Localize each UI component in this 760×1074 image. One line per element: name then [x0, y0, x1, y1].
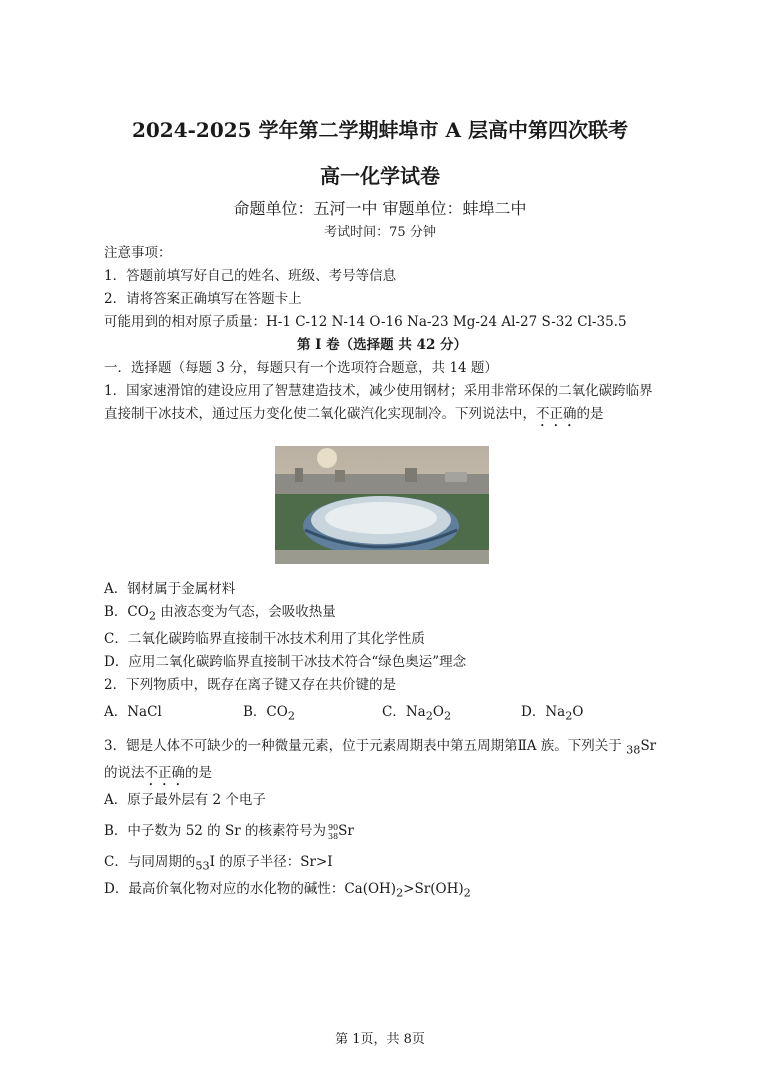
notice-heading: 注意事项： [104, 245, 172, 261]
exam-time: 考试时间：75 分钟 [324, 225, 436, 240]
q1-stem-end: 的是 [576, 406, 604, 422]
notice-item-1: 1．答题前填写好自己的姓名、班级、考号等信息 [104, 268, 397, 284]
q2-c-sub1: 2 [425, 709, 433, 723]
q3-option-b [104, 820, 660, 843]
q1-emphasis: 不正确 [536, 406, 577, 422]
q2-c-pre: C．Na [382, 703, 426, 720]
atomic-masses: 可能用到的相对原子质量：H-1 C-12 N-14 O-16 Na-23 Mg-24 Al-27 S-32 Cl-35.5 [104, 314, 627, 330]
q3-c-sub: 53 [195, 859, 210, 873]
question-1-stem [104, 380, 660, 430]
q3-d-sub1: 2 [396, 886, 404, 900]
q1-b-sub: 2 [148, 609, 156, 623]
q1-option-d: D．应用二氧化碳跨临界直接制干冰技术符合“绿色奥运”理念 [104, 653, 467, 670]
q3-option-d [104, 878, 660, 905]
q3-c-pre: C．与同周期的 [104, 854, 196, 871]
q3-sr-text: Sr 的说法 [104, 738, 657, 782]
q2-c-mid: O [432, 703, 444, 720]
q3-option-a: A．原子最外层有 2 个电子 [104, 792, 266, 809]
q1-stem-text: 1．国家速滑馆的建设应用了智慧建造技术，减少使用钢材；采用非常环保的二氧化碳跨临界直接制干冰技术，通过压力变化使二氧化碳汽化实现制冷。下列说法中， [104, 383, 653, 422]
stadium-photo [275, 446, 489, 564]
q3-b-sym: Sr [338, 823, 354, 840]
q3-stem-text: 3．锶是人体不可缺少的一种微量元素，位于元素周期表中第五周期第ⅡA 族。下列关于 [104, 738, 622, 755]
q3-c-post: I 的原子半径：Sr>I [209, 854, 333, 871]
q3-option-c [104, 851, 660, 878]
q1-option-a: A．钢材属于金属材料 [104, 581, 236, 597]
q3-b-pre: B．中子数为 52 的 Sr 的核素符号为 [104, 823, 326, 840]
exam-title: 2024-2025 学年第二学期蚌埠市 A 层高中第四次联考 [131, 118, 629, 142]
q1-option-b [104, 601, 660, 628]
q3-d-pre: D．最高价氧化物对应的水化物的碱性：Ca(OH) [104, 880, 397, 897]
section-intro: 一．选择题（每题 3 分，每题只有一个选项符合题意，共 14 题） [104, 360, 498, 376]
q3-b-nuclide-numbers [328, 823, 338, 841]
exam-subtitle: 高一化学试卷 [320, 164, 440, 188]
q2-option-d [521, 701, 660, 728]
question-3-stem [104, 735, 660, 789]
q1-b-post: 由液态变为气态，会吸收热量 [156, 604, 336, 620]
q2-option-c [382, 701, 521, 728]
q2-d-post: O [572, 703, 584, 720]
q3-d-mid: >Sr(OH) [403, 880, 464, 897]
q2-option-b [243, 701, 382, 728]
q3-sr-sub: 38 [626, 744, 641, 758]
q2-b-sub: 2 [287, 709, 295, 723]
q2-d-pre: D．Na [521, 703, 566, 720]
q3-b-atomic: 38 [327, 831, 339, 841]
q1-b-pre: B．CO [104, 604, 149, 620]
q3-emphasis: 不正确 [144, 765, 185, 782]
q2-b-pre: B．CO [243, 703, 288, 720]
q1-option-c: C．二氧化碳跨临界直接制干冰技术利用了其化学性质 [104, 630, 425, 647]
exam-body [104, 242, 660, 904]
section-title: 第 I 卷（选择题 共 42 分） [296, 337, 468, 353]
q3-d-sub2: 2 [463, 886, 471, 900]
q2-d-sub: 2 [565, 709, 573, 723]
q3-stem-end: 的是 [185, 765, 212, 782]
q2-options [104, 701, 660, 728]
question-2-stem: 2．下列物质中，既存在离子键又存在共价键的是 [104, 676, 397, 693]
exam-units: 命题单位：五河一中 审题单位：蚌埠二中 [233, 199, 527, 218]
notice-item-2: 2．请将答案正确填写在答题卡上 [104, 291, 302, 307]
q2-option-a: A．NaCl [104, 703, 162, 720]
q2-c-sub2: 2 [443, 709, 452, 723]
q3-b-mass: 90 [327, 822, 339, 832]
page-footer: 第 1页，共 8页 [335, 1032, 425, 1047]
